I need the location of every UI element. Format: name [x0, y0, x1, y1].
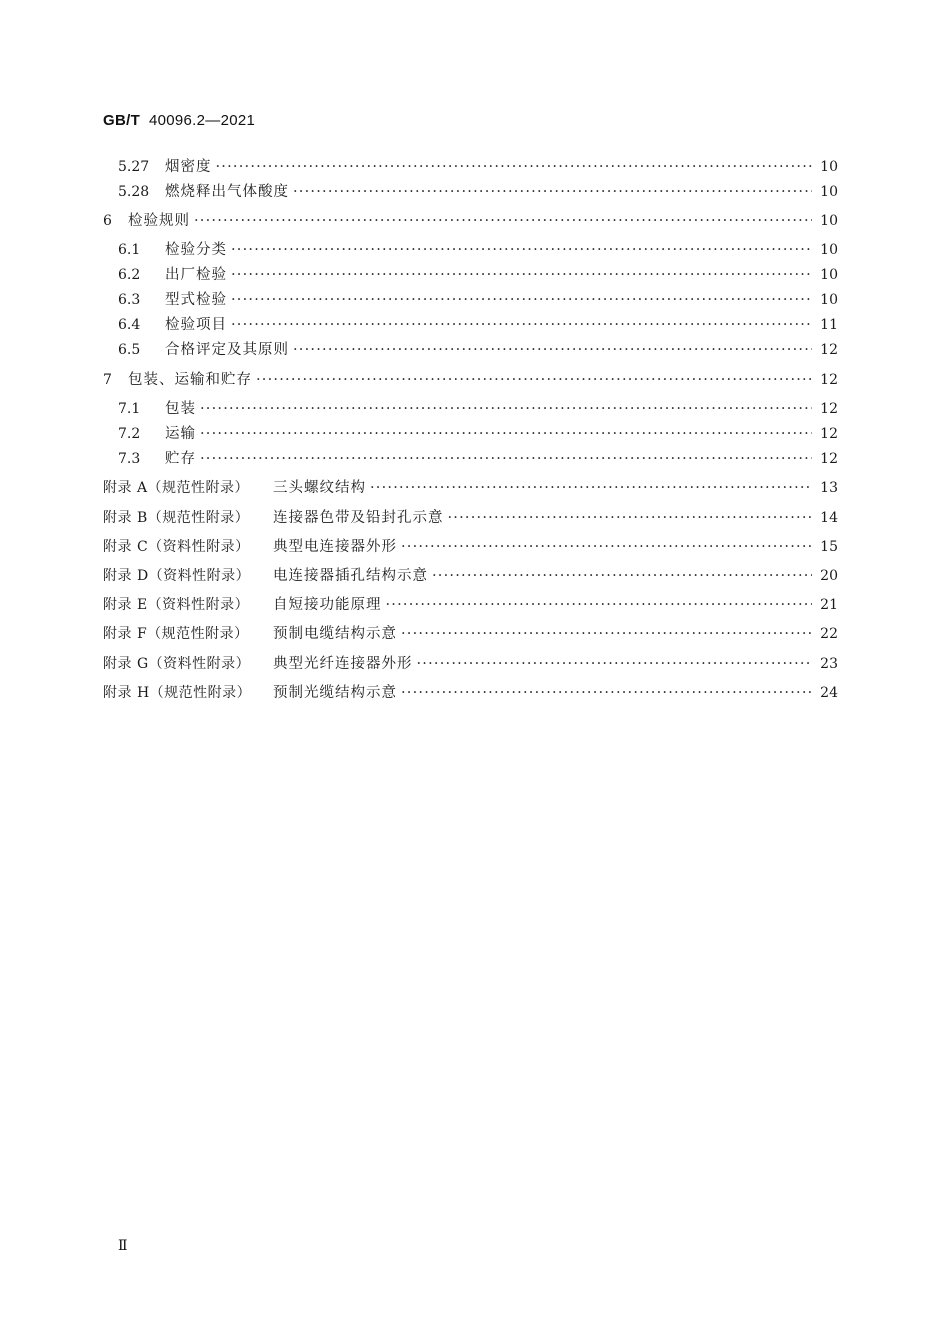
- toc-entry-number: 7: [103, 372, 112, 388]
- toc-entry[interactable]: [118, 239, 838, 261]
- toc-entry[interactable]: [118, 289, 838, 311]
- toc-entry-title: 出厂检验: [165, 267, 227, 283]
- toc-entry-title: 合格评定及其原则: [165, 342, 289, 358]
- toc-entry-page: 12: [820, 372, 838, 388]
- toc-entry-page: 22: [820, 626, 838, 642]
- toc-leader-dots: [401, 536, 812, 558]
- toc-entry-title: 预制电缆结构示意: [273, 626, 397, 642]
- toc-leader-dots: [200, 398, 812, 420]
- toc-entry-title: 电连接器插孔结构示意: [273, 568, 428, 584]
- toc-leader-dots: [200, 448, 812, 470]
- toc-entry[interactable]: [118, 181, 838, 203]
- toc-entry-number: 6.5: [118, 342, 141, 358]
- toc-entry-number: 附录 D（资料性附录）: [103, 568, 251, 584]
- toc-leader-dots: [386, 594, 813, 616]
- toc-leader-dots: [370, 477, 812, 499]
- toc-entry[interactable]: [103, 507, 838, 529]
- toc-entry-title: 燃烧释出气体酸度: [165, 184, 289, 200]
- toc-entry-title: 检验分类: [165, 242, 227, 258]
- toc-leader-dots: [432, 565, 812, 587]
- toc-entry-title: 预制光缆结构示意: [273, 685, 397, 701]
- toc-entry-number: 附录 E（资料性附录）: [103, 597, 250, 613]
- toc-entry-title: 典型光纤连接器外形: [273, 656, 413, 672]
- toc-entry[interactable]: [103, 653, 838, 675]
- toc-entry-page: 13: [820, 480, 838, 496]
- toc-entry[interactable]: [103, 682, 838, 704]
- toc-entry[interactable]: [118, 264, 838, 286]
- toc-leader-dots: [256, 369, 812, 391]
- toc-entry-number: 附录 B（规范性附录）: [103, 510, 250, 526]
- toc-entry-number: 6: [103, 213, 112, 229]
- toc-entry-page: 20: [820, 568, 838, 584]
- toc-entry-number: 7.1: [118, 401, 141, 417]
- toc-entry-page: 10: [820, 184, 838, 200]
- toc-leader-dots: [401, 623, 812, 645]
- toc-entry-number: 附录 A（规范性附录）: [103, 480, 250, 496]
- toc-entry[interactable]: [103, 594, 838, 616]
- toc-entry-number: 附录 H（规范性附录）: [103, 685, 252, 701]
- toc-entry[interactable]: [103, 623, 838, 645]
- toc-entry[interactable]: [103, 536, 838, 558]
- toc-entry-number: 附录 C（资料性附录）: [103, 539, 250, 555]
- toc-leader-dots: [417, 653, 813, 675]
- toc-entry-title: 贮存: [165, 451, 196, 467]
- toc-leader-dots: [200, 423, 812, 445]
- toc-entry-title: 检验项目: [165, 317, 227, 333]
- toc-entry-number: 6.3: [118, 292, 141, 308]
- toc-entry-page: 14: [820, 510, 838, 526]
- standard-code: [103, 112, 255, 129]
- toc-entry-page: 12: [820, 451, 838, 467]
- toc-entry-page: 10: [820, 242, 838, 258]
- toc-entry-page: 10: [820, 213, 838, 229]
- toc-entry-title: 型式检验: [165, 292, 227, 308]
- toc-entry[interactable]: [118, 339, 838, 361]
- toc-entry-title: 包装、运输和贮存: [128, 372, 252, 388]
- toc-entry[interactable]: [118, 398, 838, 420]
- toc-entry-title: 典型电连接器外形: [273, 539, 397, 555]
- toc-leader-dots: [231, 264, 812, 286]
- toc-entry[interactable]: [103, 369, 838, 391]
- toc-entry-page: 15: [820, 539, 838, 555]
- toc-entry-number: 附录 F（规范性附录）: [103, 626, 249, 642]
- toc-entry[interactable]: [118, 448, 838, 470]
- toc-entry-page: 10: [820, 267, 838, 283]
- toc-entry-number: 5.28: [118, 184, 150, 200]
- toc-entry-page: 12: [820, 401, 838, 417]
- toc-entry-number: 7.2: [118, 426, 141, 442]
- toc-leader-dots: [401, 682, 812, 704]
- toc-entry-number: 6.2: [118, 267, 141, 283]
- toc-leader-dots: [231, 239, 812, 261]
- toc-leader-dots: [216, 156, 813, 178]
- toc-entry[interactable]: [118, 423, 838, 445]
- toc-entry-title: 运输: [165, 426, 196, 442]
- toc-entry[interactable]: [103, 210, 838, 232]
- toc-entry[interactable]: [118, 156, 838, 178]
- toc-entry-title: 自短接功能原理: [273, 597, 382, 613]
- toc-entry-title: 三头螺纹结构: [273, 480, 366, 496]
- toc-entry-number: 6.1: [118, 242, 141, 258]
- toc-leader-dots: [448, 507, 813, 529]
- toc-entry[interactable]: [118, 314, 838, 336]
- toc-leader-dots: [194, 210, 812, 232]
- toc-entry-number: 6.4: [118, 317, 141, 333]
- standard-code-prefix: GB/T: [103, 112, 141, 129]
- toc-entry-title: 包装: [165, 401, 196, 417]
- toc-entry-title: 烟密度: [165, 159, 212, 175]
- toc-entry-page: 10: [820, 159, 838, 175]
- toc-entry-number: 附录 G（资料性附录）: [103, 656, 251, 672]
- toc-entry[interactable]: [103, 565, 838, 587]
- toc-entry-page: 21: [820, 597, 838, 613]
- toc-leader-dots: [231, 289, 812, 311]
- standard-code-number: 40096.2—2021: [148, 112, 256, 129]
- toc-entry-page: 12: [820, 342, 838, 358]
- toc-leader-dots: [231, 314, 812, 336]
- toc-entry-page: 23: [820, 656, 838, 672]
- toc-entry-number: 5.27: [118, 159, 150, 175]
- toc-entry-page: 11: [820, 317, 838, 333]
- toc-leader-dots: [293, 339, 812, 361]
- toc-entry[interactable]: [103, 477, 838, 499]
- toc-entry-number: 7.3: [118, 451, 141, 467]
- toc-entry-title: 连接器色带及铅封孔示意: [273, 510, 444, 526]
- page-number: Ⅱ: [118, 1238, 128, 1254]
- toc-entry-page: 12: [820, 426, 838, 442]
- toc-entry-page: 10: [820, 292, 838, 308]
- toc-entry-page: 24: [820, 685, 838, 701]
- toc-leader-dots: [293, 181, 812, 203]
- toc-entry-title: 检验规则: [128, 213, 190, 229]
